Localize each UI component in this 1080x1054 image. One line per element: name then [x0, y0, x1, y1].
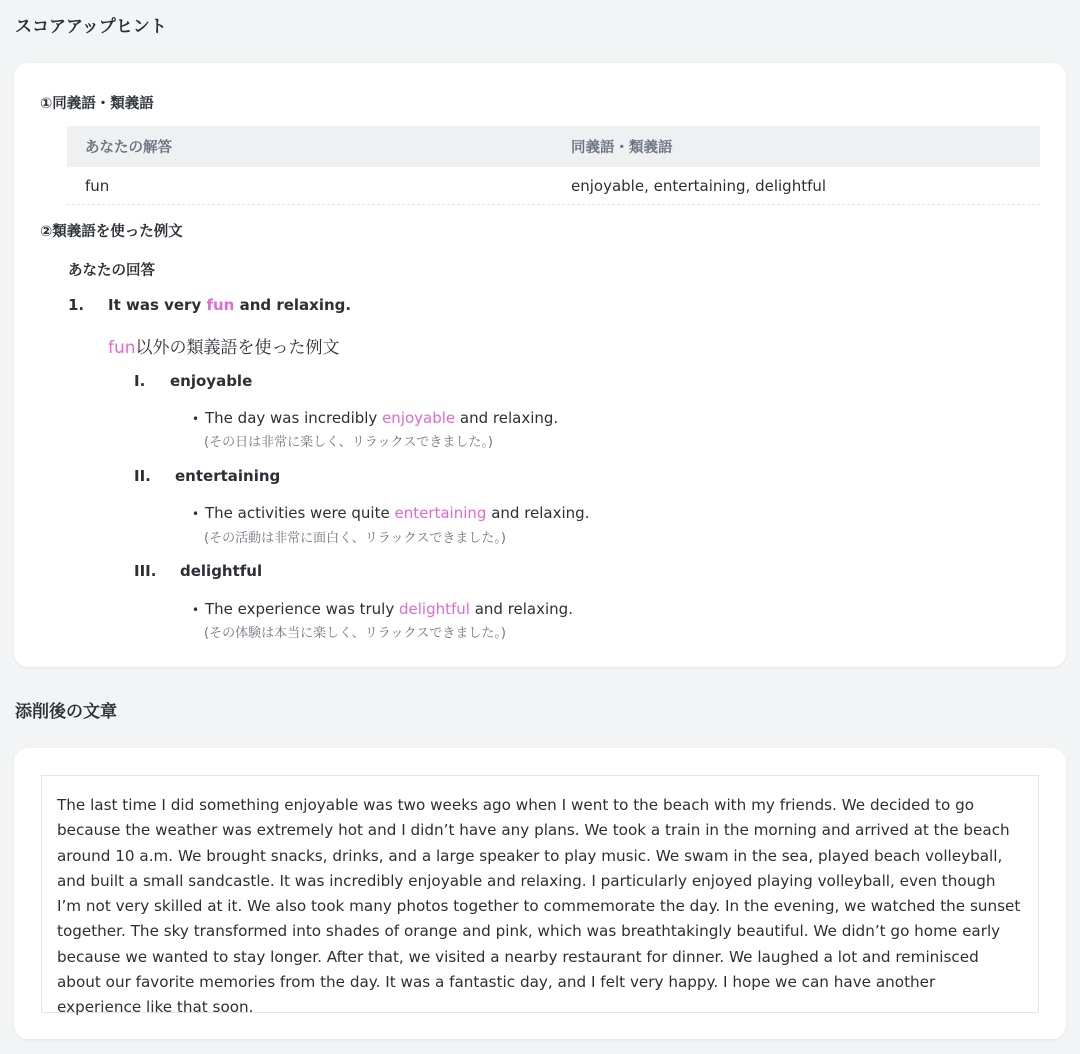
item-word: delightful: [180, 562, 263, 580]
synonyms-heading: ①同義語・類義語: [40, 96, 154, 112]
synonyms-table: [67, 126, 1040, 205]
corrected-text-title: 添削後の文章: [15, 702, 117, 722]
sentence-after: and relaxing.: [486, 504, 590, 522]
column-header-synonyms: 同義語・類義語: [571, 140, 673, 156]
example-sentence: [192, 600, 573, 618]
bullet-icon: •: [192, 507, 200, 521]
answer-highlight-word: fun: [206, 296, 235, 314]
other-title-highlight: fun: [108, 338, 136, 358]
sentence-highlight: entertaining: [394, 504, 487, 522]
example-translation: (その体験は本当に楽しく、リラックスできました。): [204, 626, 506, 641]
sentence-before: The experience was truly: [205, 600, 399, 618]
synonym-item-title: [134, 467, 280, 485]
sentence-highlight: enjoyable: [382, 409, 456, 427]
your-answer-sentence: [68, 296, 351, 314]
sentence-after: and relaxing.: [469, 600, 573, 618]
other-title-rest: 以外の類義語を使った例文: [135, 338, 340, 358]
corrected-text-card: [14, 748, 1066, 1039]
table-row: [67, 167, 1040, 205]
hints-card: [14, 63, 1066, 667]
answer-text-before: It was very: [108, 296, 207, 314]
example-translation: (その活動は非常に面白く、リラックスできました。): [204, 531, 506, 546]
synonyms-table-header: [67, 126, 1040, 167]
item-roman-numeral: III.: [134, 562, 157, 580]
sentence-highlight: delightful: [398, 600, 470, 618]
answer-number: 1.: [68, 296, 85, 314]
example-sentence: [192, 409, 558, 427]
sentence-before: The activities were quite: [205, 504, 395, 522]
sentence-before: The day was incredibly: [205, 409, 383, 427]
synonyms-cell: enjoyable, entertaining, delightful: [571, 176, 827, 195]
other-synonym-examples-title: [108, 333, 340, 358]
synonym-item-title: [134, 372, 252, 390]
your-answer-label: あなたの回答: [68, 263, 155, 279]
example-translation: (その日は非常に楽しく、リラックスできました。): [204, 435, 493, 450]
item-word: enjoyable: [170, 372, 253, 390]
synonym-item-title: [134, 562, 262, 580]
column-header-your-answer: あなたの解答: [85, 140, 172, 156]
bullet-icon: •: [192, 603, 200, 617]
item-word: entertaining: [175, 467, 281, 485]
answer-text-after: and relaxing.: [234, 296, 352, 314]
sentence-after: and relaxing.: [455, 409, 559, 427]
examples-heading: ②類義語を使った例文: [40, 224, 183, 240]
score-up-hints-title: スコアアップヒント: [15, 17, 167, 37]
answer-cell: fun: [85, 176, 110, 195]
example-sentence: [192, 504, 589, 522]
item-roman-numeral: I.: [134, 372, 146, 390]
corrected-essay-text: The last time I did something enjoyable was two weeks ago when I went to the beach with my friends. We decided to go because the weather was extremely hot and I didn’t have any plans. We took a train in the morning and arrived at the beach around 10 a.m. We brought snacks, drinks, and a large speaker to play music. We swam in the sea, played beach volleyball, and built a small sandcastle. It was incredibly enjoyable and relaxing. I particularly enjoyed playing volleyball, even though I’m not very skilled at it. We also took many photos together to commemorate the day. In the evening, we watched the sunset together. The sky transformed into shades of orange and pink, which was breathtakingly beautiful. We didn’t go home early because we wanted to stay longer. After that, we visited a nearby restaurant for dinner. We laughed a lot and reminisced about our favorite memories from the day. It was a fantastic day, and I felt very happy. I hope we can have another experience like that soon.: [41, 775, 1039, 1013]
bullet-icon: •: [192, 412, 200, 426]
item-roman-numeral: II.: [134, 467, 151, 485]
